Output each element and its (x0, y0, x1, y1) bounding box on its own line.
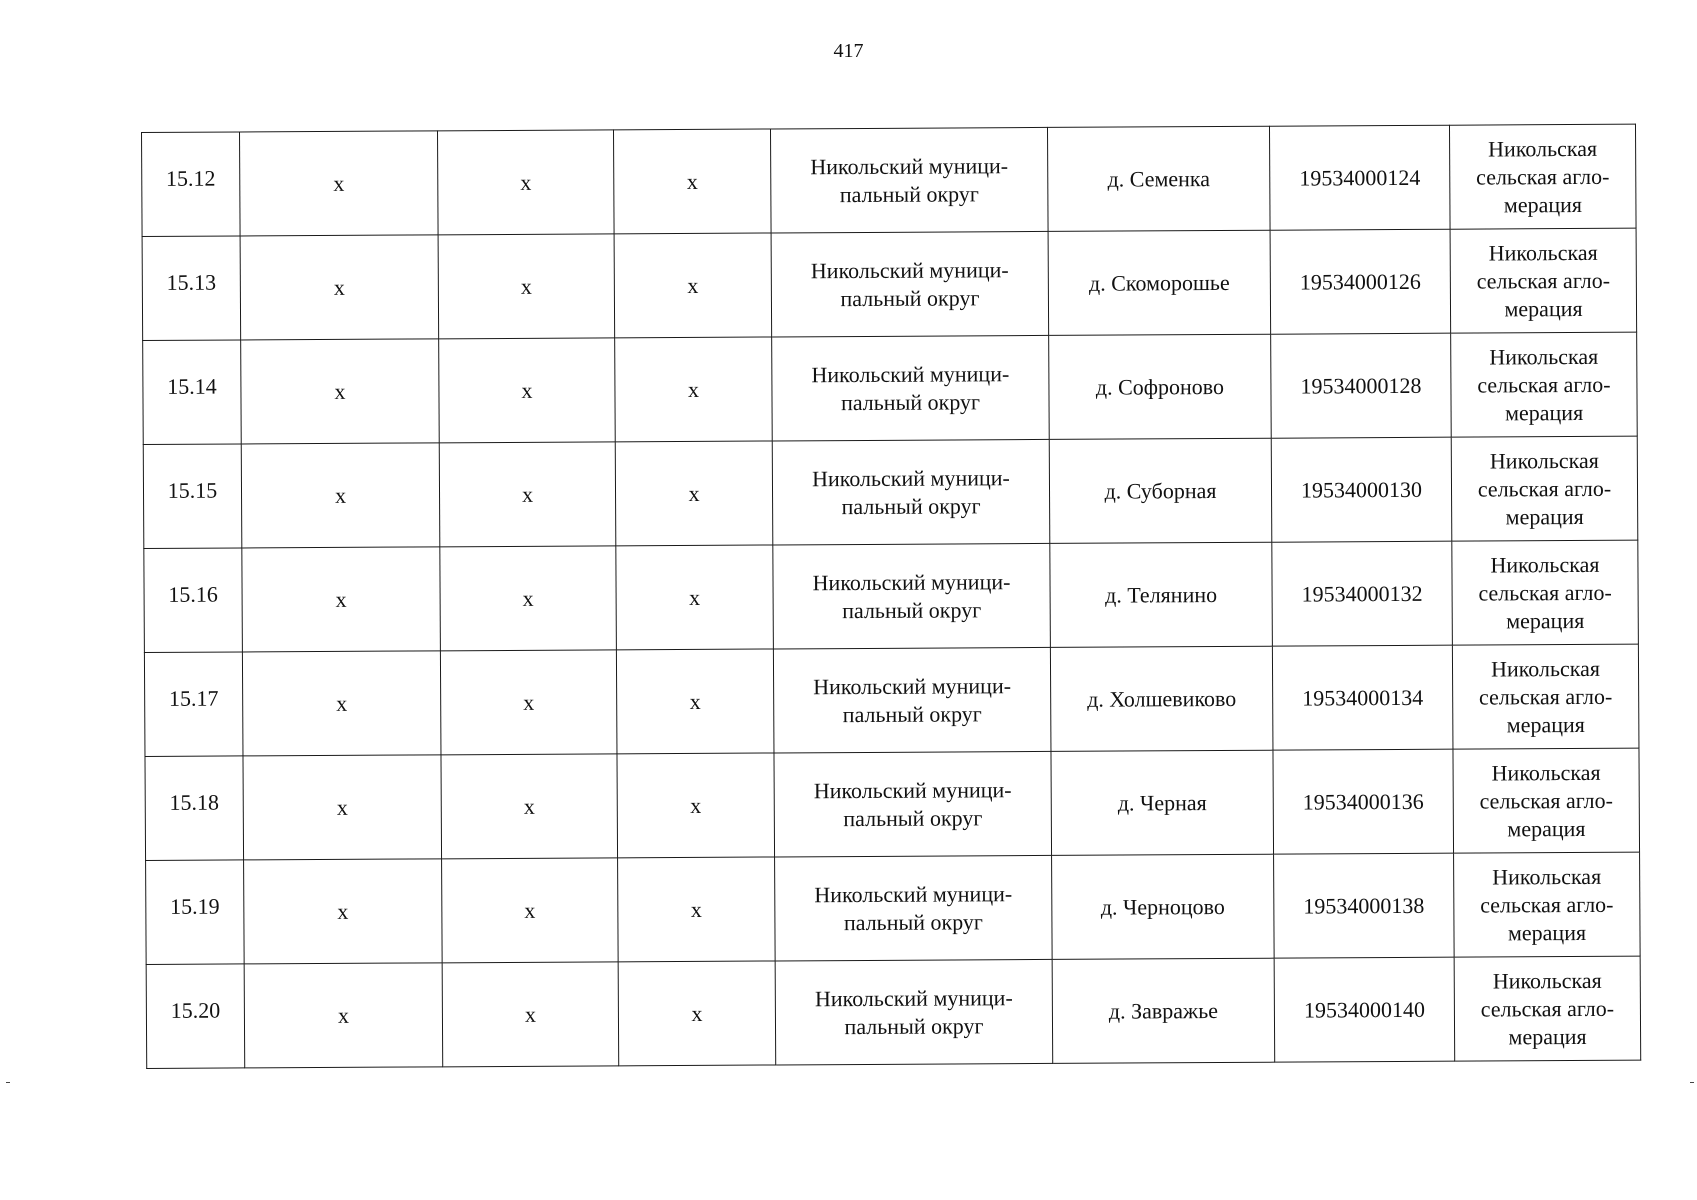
marker-cell-text: x (333, 170, 345, 196)
marker-cell (618, 857, 776, 962)
oktmo-code-cell (1273, 749, 1454, 854)
page-number: 417 (833, 40, 864, 62)
marker-cell (439, 442, 616, 547)
settlement-cell-text: д. Семенка (1107, 165, 1211, 192)
row-number-cell-text: 15.13 (166, 269, 217, 295)
marker-cell (616, 649, 774, 754)
row-number-cell-text: 15.14 (167, 373, 217, 399)
marker-cell (243, 755, 442, 860)
agglomeration-cell (1454, 956, 1641, 1061)
marker-cell (244, 963, 443, 1068)
district-cell (770, 127, 1048, 233)
row-number-cell (146, 964, 245, 1069)
marker-cell-text: x (334, 482, 347, 508)
oktmo-code-cell-text: 19534000134 (1302, 684, 1424, 711)
settlement-cell-text: д. Завражье (1108, 997, 1219, 1024)
district-cell-text: Никольский муници- пальный округ (810, 152, 1009, 207)
marker-cell-text: x (521, 481, 534, 507)
marker-cell-text: x (336, 690, 348, 716)
agglomeration-cell (1452, 540, 1639, 645)
row-number-cell (145, 756, 244, 861)
oktmo-code-cell-text: 19534000132 (1301, 580, 1423, 607)
marker-cell (614, 233, 772, 338)
oktmo-code-cell (1272, 645, 1453, 750)
agglomeration-cell-text: Никольская сельская агло- мерация (1477, 343, 1611, 425)
district-cell (771, 231, 1049, 337)
oktmo-code-cell (1274, 853, 1455, 958)
district-cell (772, 335, 1050, 441)
marker-cell-text: x (524, 897, 536, 923)
marker-cell (442, 858, 619, 963)
oktmo-code-cell (1270, 229, 1451, 334)
marker-cell-text: x (523, 689, 535, 715)
marker-cell-text: x (337, 898, 349, 924)
oktmo-code-cell (1271, 437, 1452, 542)
marker-cell-text: x (520, 273, 532, 299)
marker-cell-text: x (523, 793, 535, 819)
oktmo-code-cell-text: 19534000128 (1300, 372, 1422, 399)
table-row (142, 228, 1637, 340)
agglomeration-cell-text: Никольская сельская агло- мерация (1476, 135, 1610, 217)
marker-cell-text: x (336, 794, 348, 820)
settlement-cell-text: д. Скоморошье (1088, 269, 1230, 296)
table-row (143, 332, 1638, 444)
marker-cell (437, 130, 614, 235)
district-cell-text: Никольский муници- пальный округ (813, 672, 1012, 727)
marker-cell-text: x (687, 376, 700, 402)
scan-edge-mark (6, 1082, 10, 1083)
settlement-cell (1049, 438, 1272, 543)
marker-cell-text: x (334, 378, 346, 404)
district-cell (773, 647, 1051, 753)
agglomeration-cell-text: Никольская сельская агло- мерация (1478, 551, 1612, 633)
oktmo-code-cell-text: 19534000138 (1303, 892, 1425, 919)
district-cell-text: Никольский муници- пальный округ (810, 256, 1009, 311)
marker-cell-text: x (691, 1000, 703, 1026)
agglomeration-cell-text: Никольская сельская агло- мерация (1477, 447, 1612, 529)
marker-cell-text: x (686, 168, 698, 194)
agglomeration-cell (1450, 228, 1637, 333)
agglomeration-cell-text: Никольская сельская агло- мерация (1480, 863, 1614, 945)
marker-cell-text: x (690, 896, 702, 922)
row-number-cell (142, 132, 241, 237)
oktmo-code-cell (1272, 541, 1453, 646)
oktmo-code-cell (1269, 125, 1450, 230)
row-number-cell-text: 15.19 (170, 893, 220, 919)
marker-cell (617, 753, 775, 858)
marker-cell-text: x (521, 377, 533, 403)
row-number-cell (146, 860, 245, 965)
agglomeration-cell-text: Никольская сельская агло- мерация (1479, 759, 1613, 841)
agglomeration-cell-text: Никольская сельская агло- мерация (1480, 967, 1615, 1049)
settlement-cell-text: д. Черноцово (1100, 893, 1225, 920)
table-row (146, 852, 1641, 964)
district-cell-text: Никольский муници- пальный округ (811, 360, 1010, 415)
settlement-cell (1048, 230, 1271, 335)
table-row (144, 540, 1639, 652)
row-number-cell (142, 236, 241, 341)
marker-cell (618, 961, 776, 1066)
district-cell-text: Никольский муници- пальный округ (812, 568, 1011, 623)
marker-cell-text: x (522, 585, 534, 611)
agglomeration-cell (1451, 436, 1638, 541)
marker-cell (241, 339, 440, 444)
oktmo-code-cell-text: 19534000126 (1299, 268, 1421, 295)
row-number-cell-text: 15.12 (165, 165, 216, 191)
settlement-cell (1051, 750, 1274, 855)
settlement-cell-text: д. Суборная (1104, 477, 1217, 504)
agglomeration-cell (1452, 644, 1639, 749)
table-row (142, 124, 1637, 236)
marker-cell (241, 443, 440, 548)
row-number-cell-text: 15.16 (168, 581, 218, 607)
marker-cell (242, 651, 441, 756)
settlement-cell (1049, 334, 1272, 439)
district-cell-text: Никольский муници- пальный округ (811, 464, 1010, 519)
marker-cell-text: x (688, 480, 700, 506)
agglomeration-cell (1449, 124, 1636, 229)
settlement-table (141, 124, 1641, 1069)
settlement-cell (1050, 542, 1273, 647)
agglomeration-cell (1451, 332, 1638, 437)
marker-cell (242, 547, 441, 652)
row-number-cell (143, 340, 242, 445)
district-cell-text: Никольский муници- пальный округ (814, 984, 1013, 1039)
scan-edge-mark (1690, 1082, 1694, 1083)
table-row (146, 956, 1641, 1068)
settlement-cell (1052, 854, 1275, 959)
row-number-cell-text: 15.17 (168, 685, 219, 711)
marker-cell-text: x (333, 274, 345, 300)
row-number-cell (143, 444, 242, 549)
settlement-cell-text: д. Софроново (1095, 373, 1225, 400)
settlement-cell-text: д. Черная (1117, 789, 1207, 816)
marker-cell-text: x (335, 586, 347, 612)
marker-cell (615, 337, 773, 442)
table-row (145, 748, 1640, 860)
oktmo-code-cell-text: 19534000130 (1300, 476, 1423, 503)
settlement-cell (1050, 646, 1273, 751)
agglomeration-cell-text: Никольская сельская агло- мерация (1478, 655, 1613, 737)
row-number-cell (144, 548, 243, 653)
district-cell (775, 855, 1053, 961)
marker-cell-text: x (520, 169, 532, 195)
marker-cell-text: x (687, 272, 699, 298)
marker-cell (441, 754, 618, 859)
district-cell-text: Никольский муници- пальный округ (813, 776, 1012, 831)
district-cell-text: Никольский муници- пальный округ (814, 880, 1013, 935)
settlement-cell (1047, 126, 1270, 231)
oktmo-code-cell-text: 19534000136 (1302, 788, 1424, 815)
district-cell (773, 543, 1051, 649)
marker-cell (240, 131, 439, 236)
row-number-cell-text: 15.20 (170, 997, 221, 1023)
marker-cell-text: x (689, 688, 701, 714)
marker-cell (613, 129, 771, 234)
district-cell (775, 959, 1053, 1065)
district-cell (774, 751, 1052, 857)
settlement-cell (1052, 958, 1275, 1063)
marker-cell (244, 859, 443, 964)
marker-cell (440, 650, 617, 755)
marker-cell-text: x (337, 1002, 350, 1028)
marker-cell-text: x (689, 584, 701, 610)
table-row (144, 644, 1639, 756)
marker-cell (240, 235, 439, 340)
row-number-cell-text: 15.15 (167, 477, 218, 503)
oktmo-code-cell (1274, 957, 1455, 1062)
marker-cell (439, 338, 616, 443)
oktmo-code-cell-text: 19534000124 (1299, 164, 1421, 191)
oktmo-code-cell (1271, 333, 1452, 438)
marker-cell (440, 546, 617, 651)
marker-cell-text: x (524, 1001, 537, 1027)
district-cell (772, 439, 1050, 545)
marker-cell (442, 962, 619, 1067)
marker-cell (615, 441, 773, 546)
oktmo-code-cell-text: 19534000140 (1303, 996, 1425, 1023)
agglomeration-cell (1454, 852, 1641, 957)
agglomeration-cell (1453, 748, 1640, 853)
agglomeration-cell-text: Никольская сельская агло- мерация (1476, 239, 1611, 321)
marker-cell-text: x (690, 792, 702, 818)
marker-cell (438, 234, 615, 339)
row-number-cell-text: 15.18 (169, 789, 220, 815)
row-number-cell (144, 652, 243, 757)
settlement-cell-text: д. Телянино (1105, 581, 1218, 608)
settlement-cell-text: д. Холшевиково (1087, 685, 1237, 712)
marker-cell (616, 545, 774, 650)
table-row (143, 436, 1638, 548)
